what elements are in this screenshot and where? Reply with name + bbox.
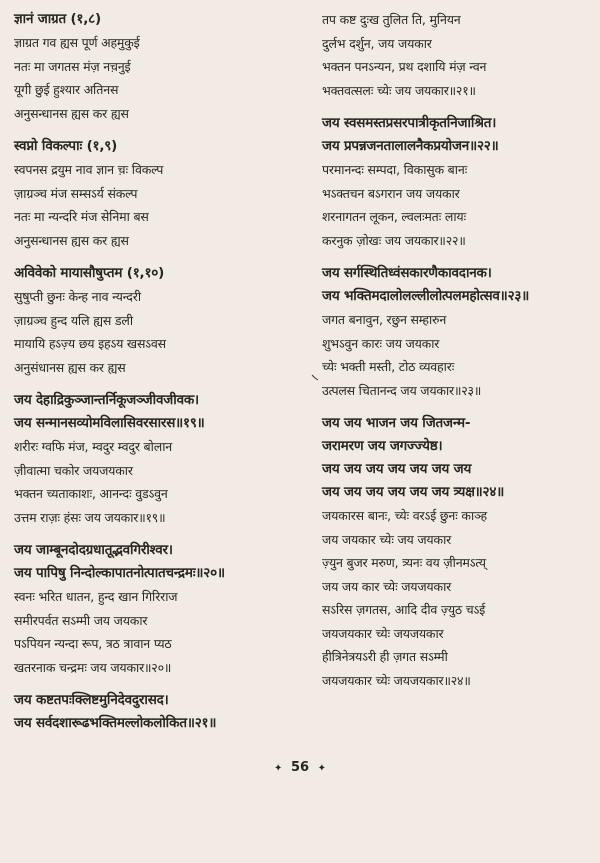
verse-line: उत्पलस चितानन्द जय जयकार॥२३॥ [322, 382, 482, 398]
verse-line: खतरनाक चन्द्रमः जय जयकार॥२०॥ [14, 659, 172, 675]
sanskrit-heading: जय जय भाजन जय जितजन्म- [322, 415, 471, 431]
page-number: 56 [290, 760, 310, 775]
verse-block [14, 689, 304, 735]
verse-heading: स्वप्नो विकल्पाः (१,९) [14, 138, 118, 154]
sanskrit-heading: जय जय जय जय जय जय त्र्यक्ष॥२४॥ [322, 484, 505, 500]
verse-line: शरीरः ग्वफि मंज, म्वदुर म्वदुर बोलान [14, 439, 172, 454]
sanskrit-heading: जय स्वसमस्तप्रसरपात्रीकृतनिजाश्रित। [322, 115, 497, 131]
verse-line: भक्तन पनऽन्यन, प्रथ दशायि मंज़ न्वन [322, 59, 487, 74]
sanskrit-heading: जय सन्मानसव्योमविलासिवरसारस॥१९॥ [14, 415, 205, 431]
verse-block [14, 135, 304, 252]
verse-line: नतः मा न्यन्दरि मंज सेनिमा बस [14, 209, 149, 224]
verse-line: ज़ाग्रञ्च मंज सम्सऽर्य संकल्प [14, 185, 138, 201]
verse-line: भक्तवत्सलः च्येः जय जयकार॥२१॥ [322, 82, 476, 98]
verse-line: ज्ञाग्रत गव ह्यस पूर्ण अहमुकुई [14, 35, 140, 50]
verse-block [14, 389, 304, 529]
ornament-icon: ✦ [317, 763, 326, 774]
verse-block [322, 112, 594, 252]
sanskrit-heading: जय जाम्बूनदोदग्रधातूद्भवगिरीश्वर। [14, 542, 173, 558]
sanskrit-heading: जय प्रपन्नजनतालालनैकप्रयोजन॥२२॥ [322, 138, 499, 154]
verse-line: मायायि हऽज़्य छय इहऽय खसऽवस [14, 336, 166, 351]
verse-block [322, 8, 594, 102]
verse-block [322, 412, 594, 692]
verse-line: जयकारस बानः, च्येः वरऽई छुनः काञ्ह [322, 508, 487, 523]
page-number-footer [0, 760, 600, 775]
verse-line: अनुसन्धानस ह्यस कर ह्यस [14, 232, 129, 248]
verse-line: हीत्रिनेत्रयऽरी ही ज़गत सऽम्मी [322, 649, 448, 664]
verse-line: परमानन्दः सम्पदा, विकासुक बानः [322, 162, 468, 177]
verse-line: पऽपियन न्यन्दा रूप, त्रठ त्रावान प्यठ [14, 636, 172, 651]
verse-line: उत्तम राज़ः हंसः जय जयकार॥१९॥ [14, 509, 166, 525]
verse-line: जय जय कार च्येः जयजयकार [322, 578, 452, 594]
sanskrit-heading: जय कष्टतपःक्लिष्टमुनिदेवदुरासद। [14, 692, 169, 708]
verse-line: नतः मा जगतस मंज़ नच़नुई [14, 58, 131, 74]
sanskrit-heading: जय सर्गस्थितिध्वंसकारणैकावदानक। [322, 265, 492, 281]
sanskrit-heading: जय पापिषु निन्दोल्कापातनोत्पातचन्द्रमः॥२०॥ [14, 565, 225, 581]
right-column [322, 8, 594, 702]
verse-line: करनुक ज़ोखः जय जयकार॥२२॥ [322, 232, 466, 248]
verse-line: यूगी छुई हुश्यार अतिनस [14, 82, 119, 97]
verse-line: सुषुप्ती छुनः केन्ह नाव न्यन्दरी [14, 289, 141, 304]
verse-line: भक्तन च्यताकाशः, आनन्दः वुडऽवुन [14, 486, 168, 501]
verse-line: ज़ीवात्मा चकोर जयजयकार [14, 462, 133, 478]
verse-line: तप कष्ट दुःख तुलित ति, मुनियन [322, 12, 461, 27]
verse-block [322, 262, 594, 402]
verse-line: जयजयकार च्येः जयजयकार॥२४॥ [322, 672, 471, 688]
verse-line: दुर्लभ दर्शुन, जय जयकार [322, 35, 432, 51]
verse-heading: अविवेको मायासौषुप्तम (१,१०) [14, 265, 165, 281]
sanskrit-heading: जय जय जय जय जय जय जय [322, 461, 472, 477]
verse-block [14, 8, 304, 125]
ornament-icon: ✦ [274, 763, 283, 774]
sanskrit-heading: जय सर्वदशारूढभक्तिमल्लोकलोकित॥२१॥ [14, 715, 217, 731]
verse-line: अनुसन्धानस ह्यस कर ह्यस [14, 105, 129, 121]
left-column [14, 8, 304, 745]
verse-line: भऽक्तचन बऽगरान जय जयकार [322, 185, 460, 201]
sanskrit-heading: जरामरण जय जगज्ज्येष्ठ। [322, 438, 443, 454]
verse-line: शुभऽवुन कारः जय जयकार [322, 335, 440, 351]
verse-block [14, 539, 304, 679]
verse-line: ज़ाग्रञ्च हुन्द यलि ह्यस डली [14, 312, 133, 328]
verse-heading: ज्ञानं जाग्रत (१,८) [14, 11, 101, 27]
verse-line: सऽरिस ज़गतस, आदि दीव ज़्युठ चऽई [322, 602, 486, 617]
verse-line: ज़्युन बुजर मरुण, त्र्यनः वय ज़ीनमऽत्य् [322, 555, 486, 570]
verse-block [14, 262, 304, 379]
verse-line: जगत बनावुन, रछुन सम्हारुन [322, 312, 447, 327]
verse-line: स्वपनस द्रयुम नाव ज्ञान च़ः विकल्प [14, 162, 164, 177]
verse-line: अनुसंधानस ह्यस कर ह्यस [14, 359, 126, 375]
verse-line: च्येः भक्ती मस्ती, टोठ व्यवहारः [322, 359, 455, 374]
margin-tick-mark [311, 373, 319, 381]
sanskrit-heading: जय भक्तिमदालोलल्लीलोत्पलमहोत्सव॥२३॥ [322, 288, 530, 304]
verse-line: जय जयकार च्येः जय जयकार [322, 531, 452, 547]
sanskrit-heading: जय देहाद्रिकुञ्जान्तर्निकूजञ्जीवजीवक। [14, 392, 199, 408]
verse-line: जयजयकार च्येः जयजयकार [322, 625, 444, 641]
verse-line: शरनागतन लूकन, ल्वलःमतः लायः [322, 209, 466, 224]
verse-line: समीरपर्वत सऽम्मी जय जयकार [14, 612, 148, 628]
verse-line: स्वनः भरित धातन, हुन्द खान गिरिराज [14, 589, 178, 604]
